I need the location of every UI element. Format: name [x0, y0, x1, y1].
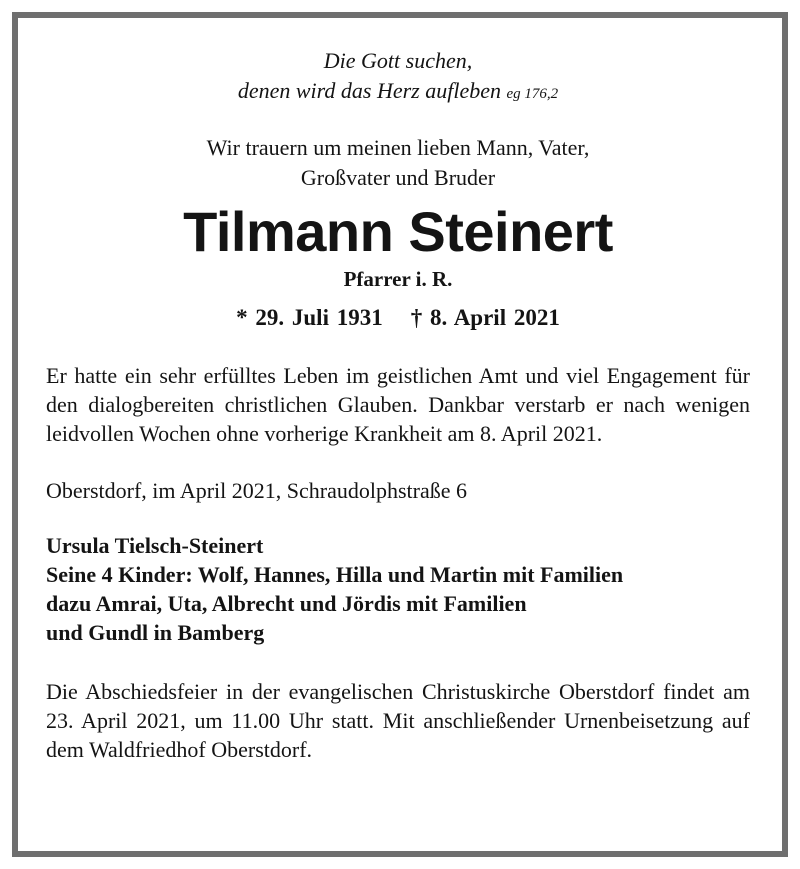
verse-reference: eg 176,2: [506, 86, 559, 102]
verse-line-1: Die Gott suchen,: [323, 48, 473, 73]
death-date: † 8. April 2021: [410, 305, 560, 330]
birth-date: * 29. Juli 1931: [236, 305, 383, 330]
life-paragraph: Er hatte ein sehr erfülltes Leben im geistlichen Amt und viel Engagement für den dialogbereiten christlichen Glauben. Dankbar verstarb er nach wenigen leidvollen Wochen ohne vorherige Krankheit am 8. April 2021.: [46, 363, 750, 446]
verse: [46, 46, 750, 109]
deceased-title: Pfarrer i. R.: [343, 267, 453, 291]
deceased-name: Tilmann Steinert: [183, 200, 613, 263]
verse-line-2: denen wird das Herz aufleben: [237, 78, 501, 103]
place-date-address: Oberstdorf, im April 2021, Schraudolphstraße 6: [46, 478, 467, 503]
family-list: [46, 531, 750, 647]
family-line: dazu Amrai, Uta, Albrecht und Jördis mit Familien: [46, 591, 527, 616]
obituary-notice: [46, 46, 750, 764]
intro-line-1: Wir trauern um meinen lieben Mann, Vater,: [206, 135, 590, 160]
intro-line-2: Großvater und Bruder: [300, 165, 496, 190]
family-line: und Gundl in Bamberg: [46, 620, 265, 645]
family-line: Seine 4 Kinder: Wolf, Hannes, Hilla und Martin mit Familien: [46, 562, 624, 587]
life-dates: [46, 303, 750, 333]
family-line: Ursula Tielsch-Steinert: [46, 533, 264, 558]
ceremony-paragraph: Die Abschiedsfeier in der evangelischen Christuskirche Oberstdorf findet am 23. April 2021, um 11.00 Uhr statt. Mit anschließender Urnenbeisetzung auf dem Waldfriedhof Oberstdorf.: [46, 679, 750, 762]
mourning-intro: [46, 133, 750, 193]
